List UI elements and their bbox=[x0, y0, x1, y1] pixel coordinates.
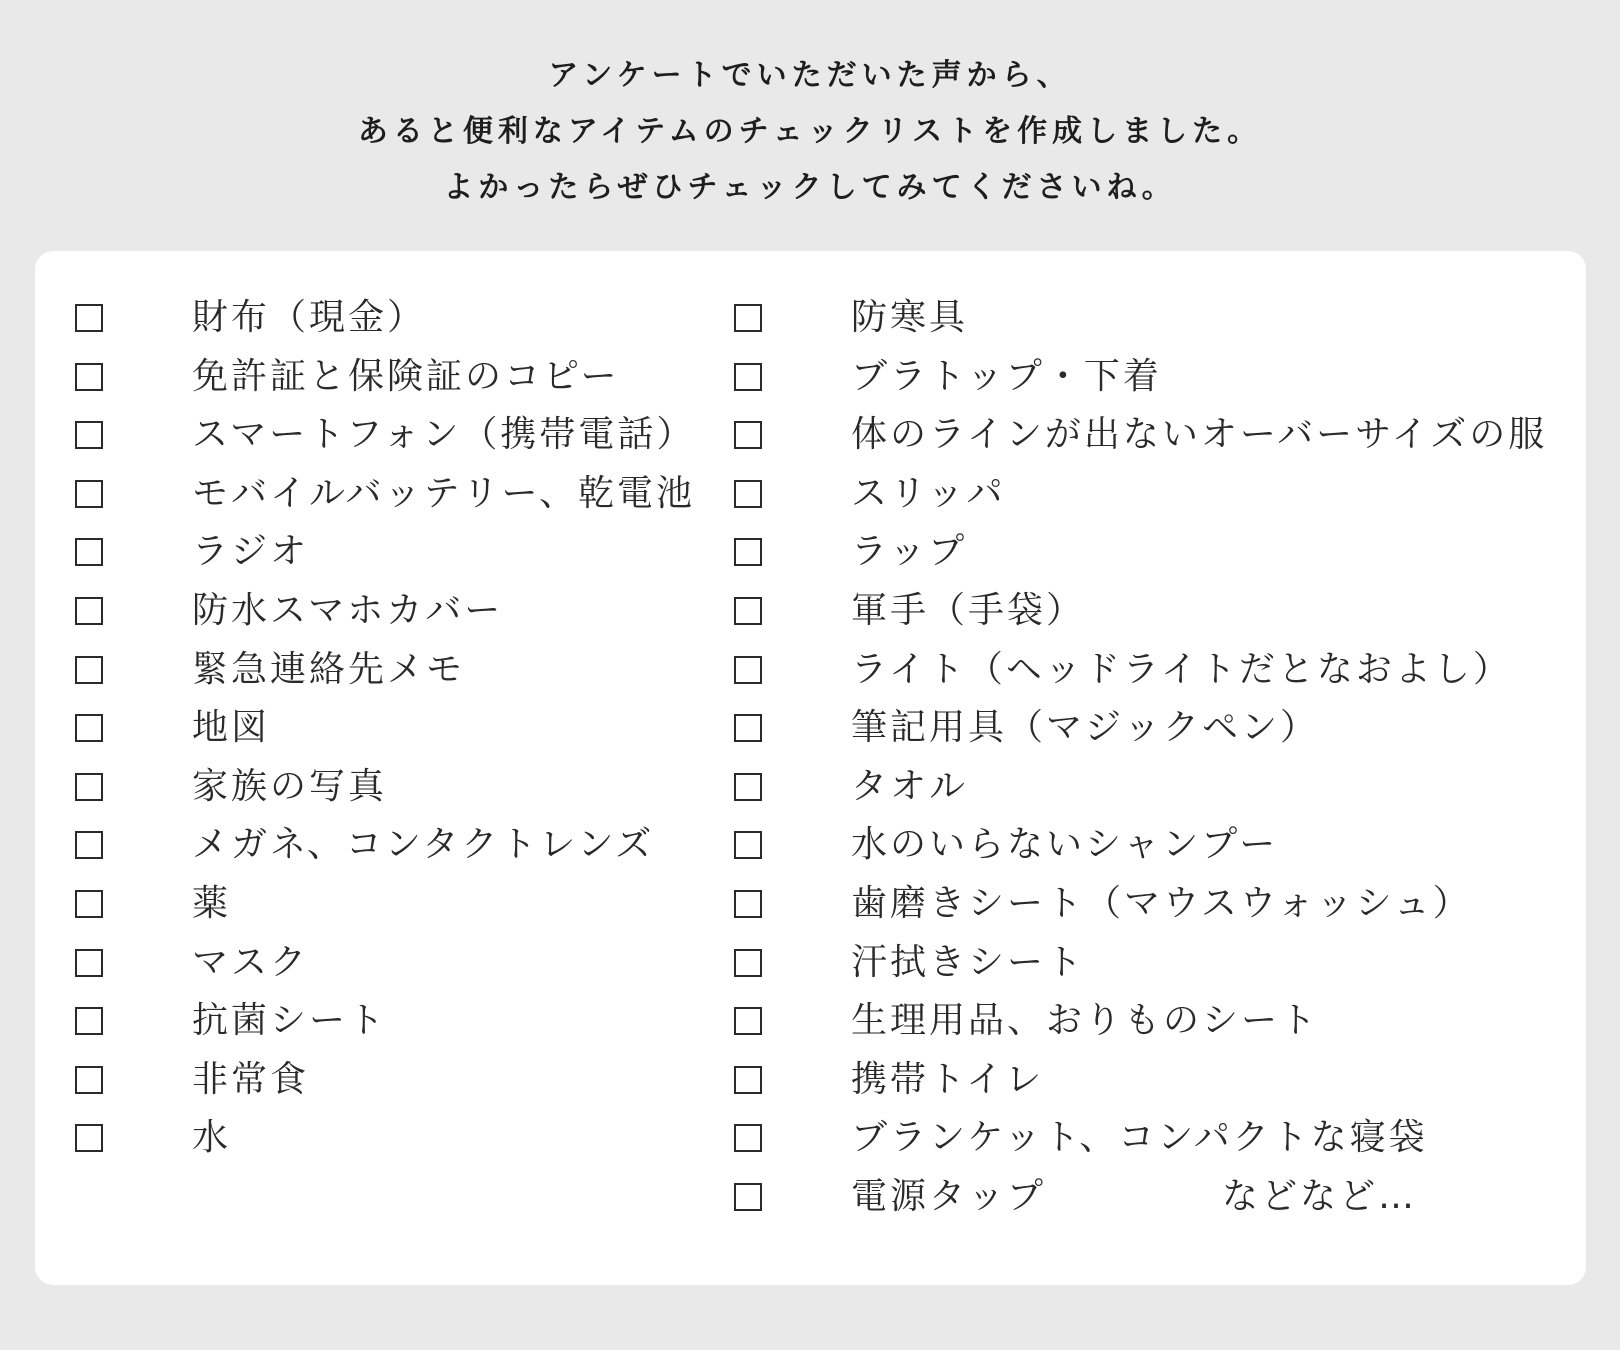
checklist-item-label: 抗菌シート bbox=[192, 1000, 388, 1042]
checkbox[interactable] bbox=[75, 831, 103, 859]
checklist-item-label: 地図 bbox=[192, 707, 271, 749]
intro-text bbox=[0, 48, 1620, 216]
checkbox[interactable] bbox=[75, 656, 103, 684]
checklist-item-label: 防水スマホカバー bbox=[192, 589, 504, 631]
checklist-item-label: 筆記用具（マジックペン） bbox=[851, 707, 1320, 749]
intro-line-2: あると便利なアイテムのチェックリストを作成しました。 bbox=[357, 114, 1263, 149]
checklist-item-label: 家族の写真 bbox=[192, 765, 388, 807]
intro-line-1: アンケートでいただいた声から、 bbox=[548, 58, 1072, 93]
checkbox[interactable] bbox=[75, 363, 103, 391]
checkbox[interactable] bbox=[734, 1066, 762, 1094]
checklist-item-label: ラップ bbox=[851, 531, 968, 573]
checkbox[interactable] bbox=[734, 597, 762, 625]
checkbox[interactable] bbox=[734, 1124, 762, 1152]
checklist-item-label: 歯磨きシート（マウスウォッシュ） bbox=[851, 882, 1472, 924]
checklist-item-label: 緊急連絡先メモ bbox=[192, 648, 466, 690]
checklist-item-label: スリッパ bbox=[851, 472, 1006, 514]
checkbox[interactable] bbox=[75, 1124, 103, 1152]
checklist-item-label: 非常食 bbox=[192, 1058, 310, 1100]
checkbox[interactable] bbox=[75, 538, 103, 566]
checklist-item-label: タオル bbox=[851, 765, 969, 807]
checkbox[interactable] bbox=[734, 538, 762, 566]
checklist-item-label: ライト（ヘッドライトだとなおよし） bbox=[851, 648, 1512, 690]
checkbox[interactable] bbox=[734, 773, 762, 801]
checklist-item-label: ブラトップ・下着 bbox=[851, 355, 1162, 397]
checkbox[interactable] bbox=[75, 304, 103, 332]
checkbox[interactable] bbox=[75, 1066, 103, 1094]
checklist-item-label: ラジオ bbox=[192, 531, 310, 573]
checkbox[interactable] bbox=[734, 480, 762, 508]
checkbox[interactable] bbox=[734, 831, 762, 859]
checkbox[interactable] bbox=[75, 890, 103, 918]
etc-note: などなど… bbox=[1222, 1175, 1418, 1217]
checklist-item-label: 水 bbox=[192, 1117, 232, 1159]
checkbox[interactable] bbox=[734, 363, 762, 391]
checklist-item-label: スマートフォン（携帯電話） bbox=[192, 414, 696, 456]
checklist-item-label: 防寒具 bbox=[851, 297, 969, 338]
checkbox[interactable] bbox=[75, 597, 103, 625]
checkbox[interactable] bbox=[75, 773, 103, 801]
checklist-item-label: 財布（現金） bbox=[192, 297, 427, 338]
checkbox[interactable] bbox=[734, 890, 762, 918]
checklist-item-label: 薬 bbox=[192, 882, 232, 924]
checkbox[interactable] bbox=[75, 714, 103, 742]
checklist-item-label: マスク bbox=[192, 941, 310, 983]
checklist-item-label: 汗拭きシート bbox=[851, 941, 1086, 983]
checklist-item-label: 免許証と保険証のコピー bbox=[192, 355, 620, 397]
checkbox[interactable] bbox=[734, 949, 762, 977]
checkbox[interactable] bbox=[734, 656, 762, 684]
checkbox[interactable] bbox=[734, 304, 762, 332]
checklist-item-label: 携帯トイレ bbox=[851, 1058, 1045, 1100]
checklist-card bbox=[35, 251, 1586, 1285]
checklist-item-label: モバイルバッテリー、乾電池 bbox=[192, 472, 696, 514]
checklist-item-label: 電源タップ bbox=[851, 1175, 1047, 1217]
checkbox[interactable] bbox=[734, 1007, 762, 1035]
checkbox[interactable] bbox=[75, 421, 103, 449]
checkbox[interactable] bbox=[734, 714, 762, 742]
checkbox[interactable] bbox=[75, 1007, 103, 1035]
checkbox[interactable] bbox=[734, 1183, 762, 1211]
checklist-item-label: 体のラインが出ないオーバーサイズの服 bbox=[851, 414, 1548, 456]
checklist-item-label: 生理用品、おりものシート bbox=[851, 1000, 1320, 1042]
checkbox[interactable] bbox=[75, 949, 103, 977]
intro-line-3: よかったらぜひチェックしてみてくださいね。 bbox=[443, 170, 1177, 205]
checklist-item-label: ブランケット、コンパクトな寝袋 bbox=[851, 1117, 1428, 1159]
checkbox[interactable] bbox=[734, 421, 762, 449]
checklist-item-label: メガネ、コンタクトレンズ bbox=[192, 824, 655, 866]
checklist-item-label: 水のいらないシャンプー bbox=[851, 824, 1279, 866]
checklist-item-label: 軍手（手袋） bbox=[851, 589, 1086, 631]
checkbox[interactable] bbox=[75, 480, 103, 508]
